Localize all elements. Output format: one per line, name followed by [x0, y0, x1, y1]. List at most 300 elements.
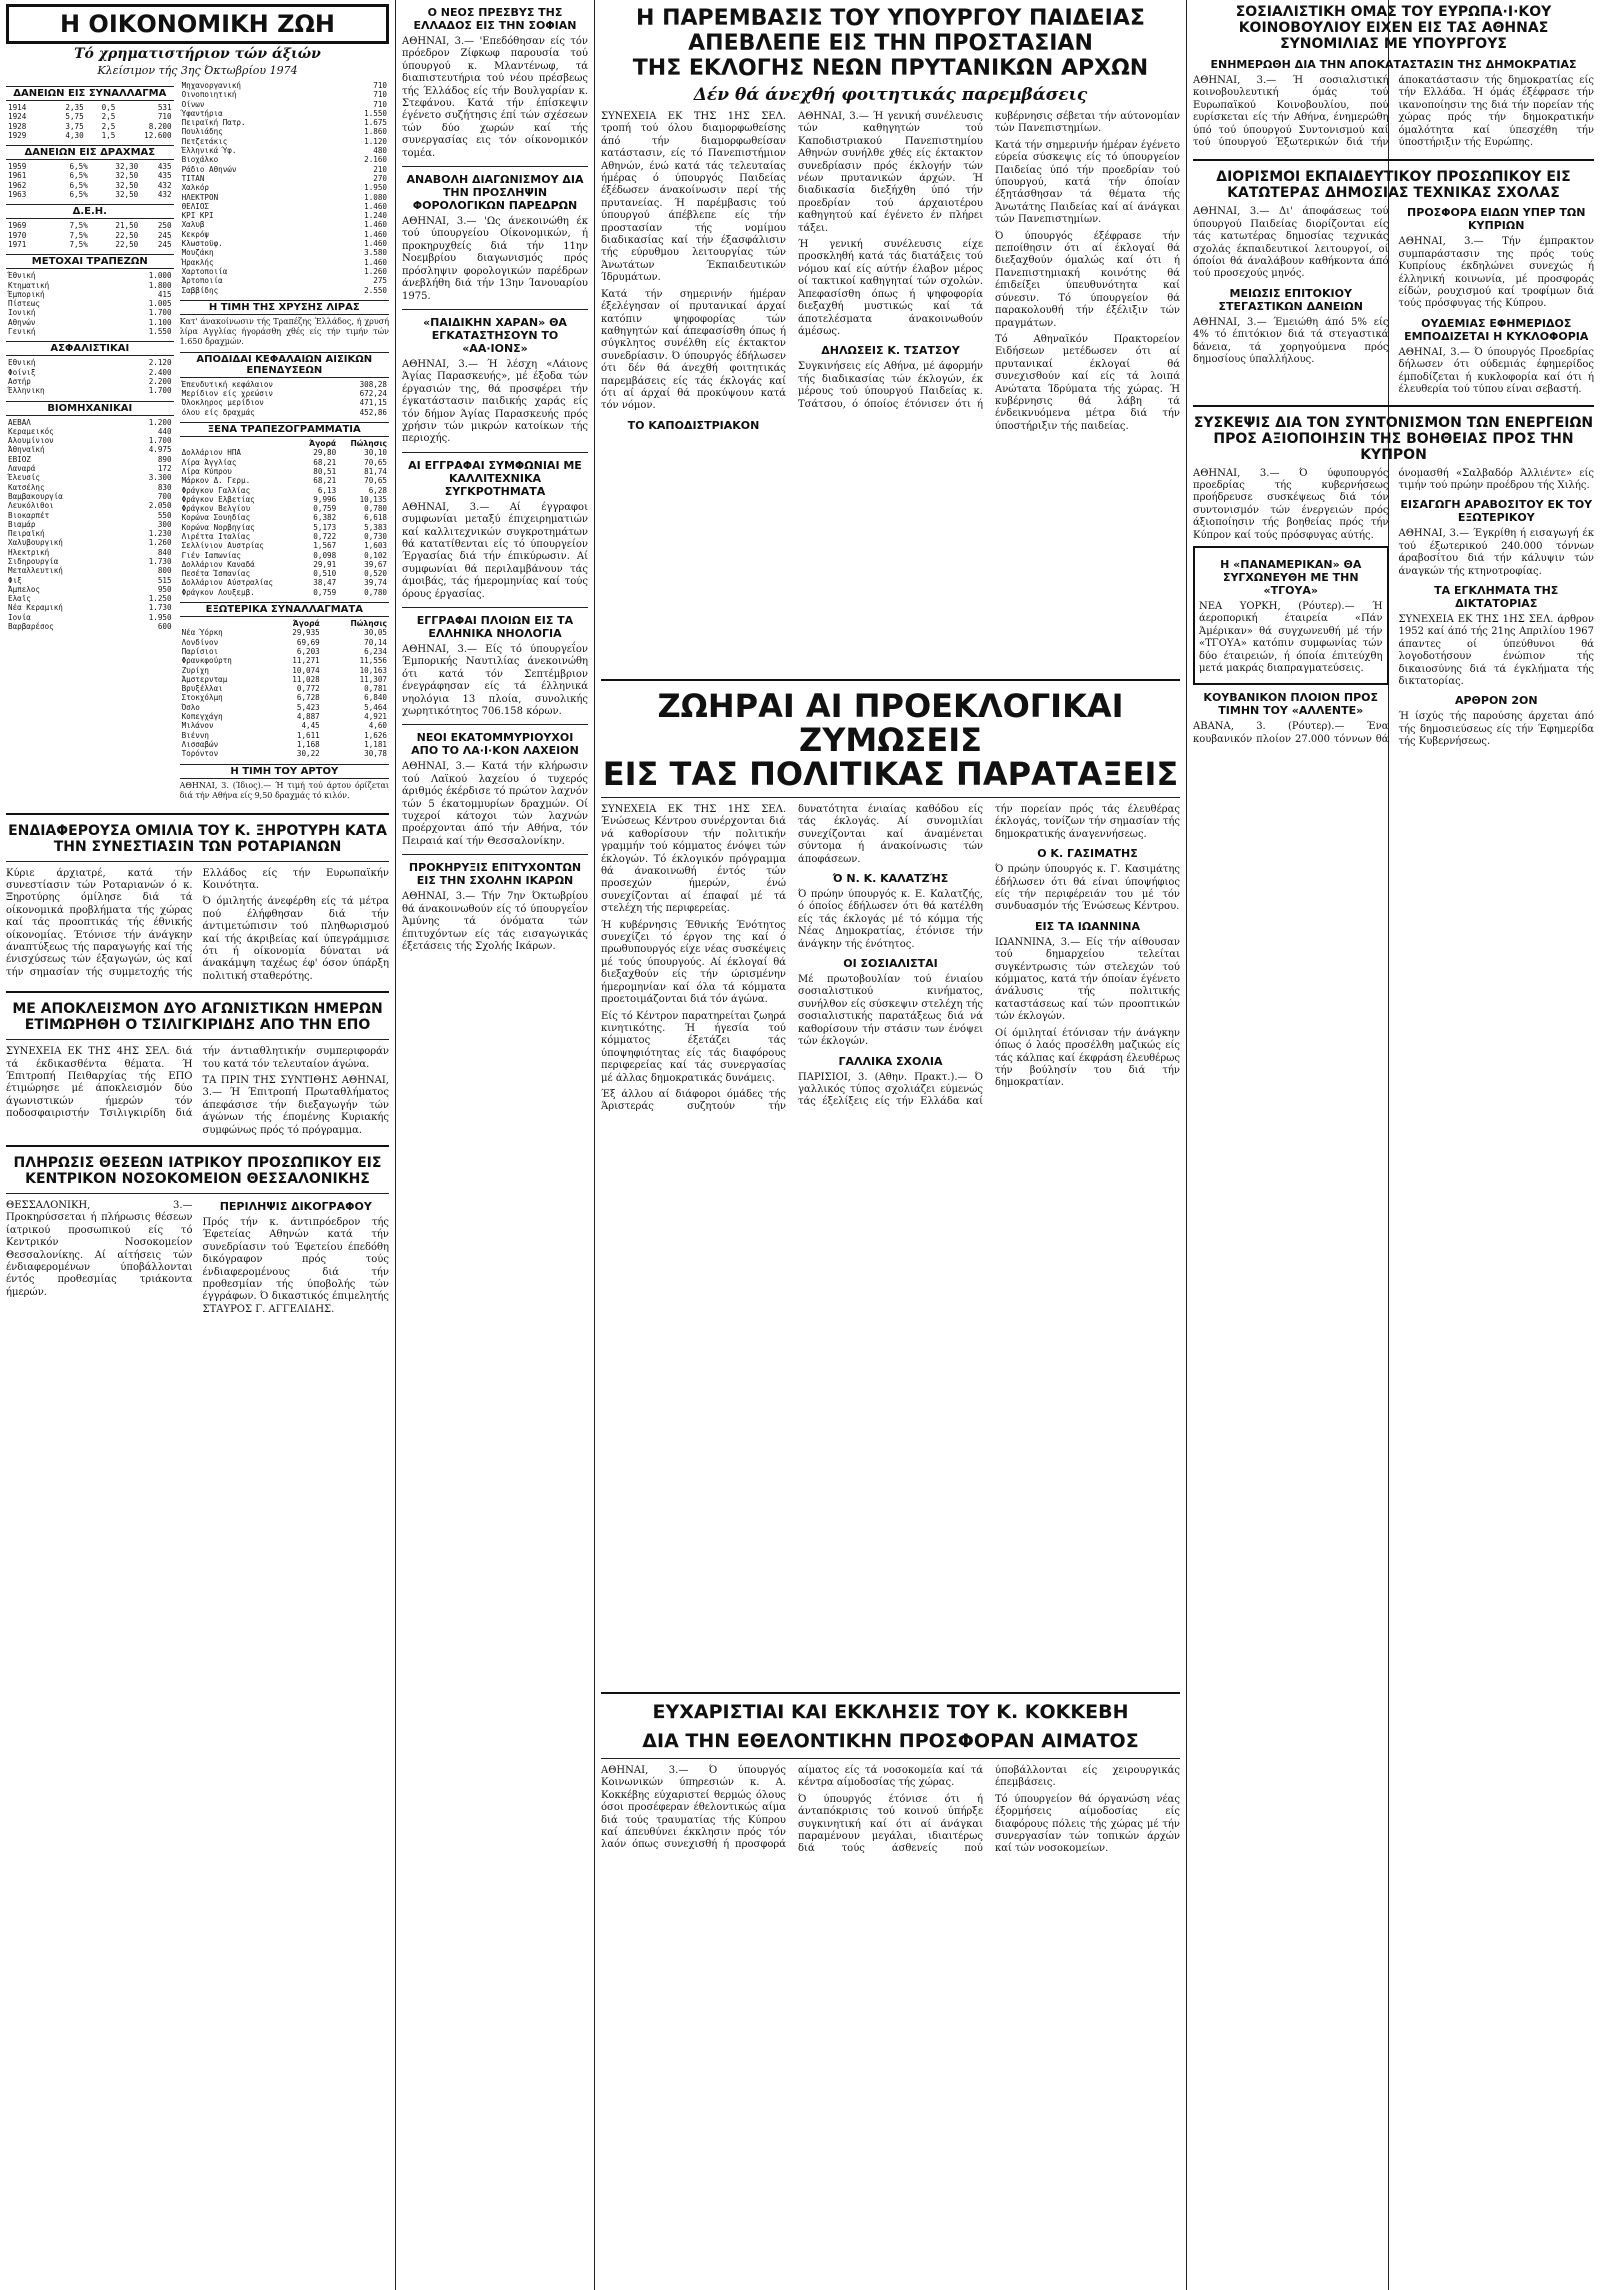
elections-subhead: ΟΙ ΣΟΣΙΑΛΙΣΤΑΙ: [843, 957, 938, 971]
fx-row-cell: 0,759: [313, 587, 337, 597]
elections-headline: ΖΩΗΡΑΙ ΑΙ ΠΡΟΕΚΛΟΓΙΚΑΙ ΖΥΜΩΣΕΙΣ: [657, 687, 1124, 759]
bond-row-cell: 1,5: [101, 130, 116, 140]
stock-row-cell: Χαλκόρ: [181, 183, 209, 193]
industrial-row: [6, 520, 174, 529]
industrial-row: [6, 445, 174, 454]
elections-text: ΙΩΑΝΝΙΝΑ, 3.— Είς τήν αίθουσαν τού δημαρχείου τελείται συγκέντρωσις τών στελεχών τού κόμματος, κατά τήν όποίαν έγένετο άνάλυσις τής πολιτικής καταστάσεως καί τών προοπτικών τών έκλογών.: [995, 936, 1180, 1023]
elections-text: Ή κυβέρνησις Έθνικής Ένότητος συνεχίζει τό έργον της καί ό πρωθυπουργός είχε νέας συσκέψεις μέ τούς ύπουργούς. Αί έκλογαί θά διεξαχθούν είς τήν ώρισμένην ήμερομηνίαν καί όλα τά κόμματα προετοιμάζονται διά τόν άγώνα.: [601, 919, 786, 1006]
stock-row-cell: 1.460: [364, 201, 387, 211]
fx-row-cell: 1,603: [364, 541, 387, 551]
fx-row-cell: 10,135: [359, 494, 387, 504]
stocks-table: [180, 81, 389, 295]
hospital-article: [6, 1200, 389, 1316]
elections-text: Οί όμιληταί έτόνισαν τήν άνάγκην όπως ό λαός προσέλθη μαζικώς είς τάς κάλπας καί έκφράση έλευθέρως τήν βούλησίν του διά τήν δημοκρατίαν.: [995, 1027, 1180, 1089]
fx-row: [180, 495, 389, 504]
lead-text: Κατά τήν σημερινήν ήμέραν έγένετο εύρεία σύσκεψις είς τό ύπουργείον Παιδείας ύπό τήν προεδρίαν τού ύπουργού, κατά τήν όποίαν έξητάσθησαν τά θέματα τής Άνωτάτης Παιδείας καί αί άνάγκαι τών Πανεπιστημίων.: [995, 139, 1180, 226]
industrial-row-cell: 1.260: [148, 538, 172, 548]
stock-row-cell: Πετζετάκις: [181, 136, 228, 146]
article-headline: ΝΕΟΙ ΕΚΑΤΟΜΜΥΡΙΟΥΧΟΙ ΑΠΟ ΤΟ ΛΑ·Ι·ΚΟΝ ΛΑΧΕΙΟΝ: [411, 731, 579, 758]
drachma-row-cell: 6,5%: [69, 190, 88, 200]
fx-title: ΞΕΝΑ ΤΡΑΠΕΖΟΓΡΑΜΜΑΤΙΑ: [180, 422, 389, 437]
socialist-article: [1193, 75, 1594, 151]
industrial-row: [6, 483, 174, 492]
stock-row-cell: 270: [373, 173, 387, 183]
foreign-row: [180, 656, 389, 665]
bank-row: [6, 327, 174, 336]
foreign-row-cell: Όσλο: [181, 702, 200, 712]
article-text: ΑΘΗΝΑΙ, 3.— Κατά τήν κλήρωσιν τού Λαϊκού λαχείου ό τυχερός άριθμός έκέρδισε τό πρώτον λαχνόν τών 5 έκατομμυρίων δραχμών. Οί τυχεροί κάτοχοι τών λαχνών προέρχονται άπό τήν Αθήνα, τόν Πειραιά καί τήν Θεσσαλονίκην.: [402, 761, 588, 847]
article-text: ΑΘΗΝΑΙ, 3.— Είς τό ύπουργεΐον Έμπορικής Ναυτιλίας άνεκοινώθη ότι κατά τόν Σεπτέμβριον ένεγράφησαν είς τά έλληνικά νηολόγια 13 πλοία, συνολικής χωρητικότητος 706.158 κόρων.: [402, 644, 588, 718]
fx-row-cell: 80,51: [313, 466, 337, 476]
capital-row: [180, 408, 389, 417]
foreign-row-cell: 11,307: [359, 674, 387, 684]
capital-row-cell: Μερίδιον είς χρεώσιν: [181, 389, 273, 399]
foreign-row: [180, 749, 389, 758]
bond-row-cell: 4,30: [65, 130, 84, 140]
divider: [6, 1193, 389, 1194]
industrial-row-cell: Βαρβαρέσος: [8, 622, 54, 632]
article-headline: Η «ΠΑΝΑΜΕΡΙΚΑΝ» ΘΑ ΣΥΓΧΩΝΕΥΘΗ ΜΕ ΤΗΝ «ΤΓΟΥΑ»: [1220, 557, 1362, 597]
fx-row: [180, 523, 389, 532]
bank-row: [6, 271, 174, 280]
industrial-row-cell: 172: [157, 464, 172, 474]
fx-row: [180, 486, 389, 495]
fx-row: [180, 551, 389, 560]
bank-row: [6, 281, 174, 290]
foreign-row-cell: 30,78: [364, 749, 387, 759]
fx-row-cell: 68,21: [313, 457, 337, 467]
bond-row-cell: 2,5: [101, 112, 116, 122]
industrial-row: [6, 613, 174, 622]
elections-subhead: ΓΑΛΛΙΚΑ ΣΧΟΛΙΑ: [838, 1054, 943, 1068]
stock-row: [180, 109, 389, 118]
deh-row-cell: 7,5%: [69, 239, 88, 249]
drachma-row-cell: 1962: [8, 180, 27, 190]
divider: [6, 1039, 389, 1040]
foreign-row-cell: 69,69: [296, 637, 320, 647]
right-column: [1187, 0, 1600, 2290]
elections-headline: ΕΙΣ ΤΑΣ ΠΟΛΙΤΙΚΑΣ ΠΑΡΑΤΑΞΕΙΣ: [602, 755, 1179, 793]
fx-row-cell: 5,173: [313, 522, 337, 532]
lead-headline: Η ΠΑΡΕΜΒΑΣΙΣ ΤΟΥ ΥΠΟΥΡΓΟΥ ΠΑΙΔΕΙΑΣ: [636, 6, 1145, 31]
article-text: ΝΕΑ ΥΟΡΚΗ, (Ρόυτερ).— Ή άεροπορική έταιρεία «Πάν Άμέρικαν» θά συγχωνευθή μέ τήν «ΤΓΟΥΑ» κατόπιν συμφωνίας τών δύο έταιρειών, ή όποία έπιτεύχθη μετά μακράς διαπραγματεύσεις.: [1199, 600, 1383, 674]
stock-row: [180, 230, 389, 239]
divider: [601, 1692, 1180, 1694]
fx-row: [180, 588, 389, 597]
article-text: ΑΘΗΝΑΙ, 3.— 'Ως άνεκοινώθη έκ τού ύπουργείου Οίκονομικών, ή προκηρυχθείς διά τήν 11ην Νοεμβρίου διαγωνισμός πρός πρόσληψιν φορολογικών παρέδρων άνεβλήθη διά τήν 13ην Ίανουαρίου 1975.: [402, 216, 588, 302]
foreign-row-cell: Βιέννη: [181, 730, 209, 740]
rotary-headline: ΕΝΔΙΑΦΕΡΟΥΣΑ ΟΜΙΛΙΑ ΤΟΥ Κ. ΞΗΡΟΤΥΡΗ ΚΑΤΑ ΤΗΝ ΣΥΝΕΣΤΙΑΣΙΝ ΤΩΝ ΡΟΤΑΡΙΑΝΩΝ: [8, 822, 387, 855]
lead-subhead: ΔΗΛΩΣΕΙΣ Κ. ΤΣΑΤΣΟΥ: [821, 344, 960, 358]
lead-subheadline: Δέν θά άνεχθή φοιτητικάς παρεμβάσεις: [693, 85, 1088, 105]
stock-row-cell: Πειραϊκή Πατρ.: [181, 118, 246, 128]
stock-row-cell: 2.160: [364, 155, 387, 165]
bond-row-cell: 3,75: [65, 121, 84, 131]
foreign-row: [180, 647, 389, 656]
foreign-row-cell: Τορόντον: [181, 749, 219, 759]
insurance-table: [6, 358, 174, 395]
industrial-row-cell: 800: [157, 566, 172, 576]
bond-row: [6, 131, 174, 140]
industrial-row-cell: Χαλυβουργική: [8, 538, 63, 548]
elections-article: [601, 804, 1180, 1684]
industrial-row-cell: Νέα Κεραμική: [8, 603, 63, 613]
fx-row-cell: 6,13: [317, 485, 337, 495]
foreign-row: [180, 628, 389, 637]
industrial-row-cell: 1.730: [148, 556, 172, 566]
industrial-row-cell: 950: [157, 584, 172, 594]
foreign-row-cell: 11,028: [292, 674, 320, 684]
industrial-row-cell: Ελαϊς: [8, 594, 31, 604]
summons-text: Πρός τήν κ. άντιπρόεδρον τής Έφετείας Αθηνών κατά τήν συνεδρίασιν τού Έφετείου έπεδόθη δικόγραφον πρός τούς ένδιαφερομένους διά τήν προθεσμίαν τής ύποβολής τών έγγράφων. Ό δικαστικός έπιμελητής ΣΤΑΥΡΟΣ Γ. ΑΓΓΕΛΙΔΗΣ.: [202, 1217, 389, 1315]
industrial-row-cell: Άμπελος: [8, 584, 41, 594]
industrial-row-cell: Ιονία: [8, 612, 31, 622]
lead-text: Ό ύπουργός έξέφρασε τήν πεποίθησιν ότι αί έκλογαί θά διεξαχθούν όμαλώς καί ότι ή Πανεπιστημιακή κοινότης θά έπιδείξει ύπευθυνότητα καί σύνεσιν. Τό ύπουργείον θά παρακολουθή τήν έξέλιξιν τών πραγμάτων.: [995, 230, 1180, 329]
article-subhead: ΑΡΘΡΟΝ 2ΟΝ: [1454, 694, 1538, 708]
industrial-row-cell: 840: [157, 547, 172, 557]
industrial-row: [6, 501, 174, 510]
foreign-row-cell: 0,781: [364, 684, 387, 694]
divider: [6, 1145, 389, 1147]
foreign-row-cell: Φρανκφούρτη: [181, 656, 232, 666]
article-headline: ΑΝΑΒΟΛΗ ΔΙΑΓΩΝΙΣΜΟΥ ΔΙΑ ΤΗΝ ΠΡΟΣΛΗΨΙΝ ΦΟΡΟΛΟΓΙΚΩΝ ΠΑΡΕΔΡΩΝ: [406, 173, 584, 213]
bond-row-cell: 1929: [8, 130, 27, 140]
drachma-row-cell: 32,30: [115, 162, 139, 172]
divider: [6, 991, 389, 993]
fx-row-cell: Μάρκον Δ. Γερμ.: [181, 476, 251, 486]
bond-row-cell: 1924: [8, 112, 27, 122]
elections-subhead: Ό Ν. Κ. ΚΑΛΑΤΖΉΣ: [832, 872, 949, 886]
stock-row-cell: 3.580: [364, 248, 387, 258]
deh-title: Δ.Ε.Η.: [6, 204, 174, 219]
blood-headline: ΔΙΑ ΤΗΝ ΕΘΕΛΟΝΤΙΚΗΝ ΠΡΟΣΦΟΡΑΝ ΑΙΜΑΤΟΣ: [642, 1730, 1139, 1752]
foreign-row-cell: Κοπεγχάγη: [181, 712, 223, 722]
stock-row: [180, 90, 389, 99]
deh-row: [6, 231, 174, 240]
stock-row-cell: 1.120: [364, 136, 387, 146]
fx-row-cell: Φράγκον Γαλλίας: [181, 485, 251, 495]
industrial-row: [6, 455, 174, 464]
industrial-row: [6, 538, 174, 547]
stock-row: [180, 100, 389, 109]
blood-text: Τό ύπουργείον θά όργανώση νέας έξορμήσεις αίμοδοσίας είς διαφόρους πόλεις τής χώρας μέ τήν συνεργασίαν τών τοπικών άρχών καί τών νοσοκομείων.: [995, 1793, 1180, 1855]
blood-headline: ΕΥΧΑΡΙΣΤΙΑΙ ΚΑΙ ΕΚΚΛΗΣΙΣ ΤΟΥ Κ. ΚΟΚΚΕΒΗ: [652, 1701, 1129, 1723]
stock-row: [180, 276, 389, 285]
industrial-row-cell: Αλουμίνιον: [8, 436, 54, 446]
fx-row-cell: 0,780: [364, 587, 387, 597]
article-headline: ΜΕΙΩΣΙΣ ΕΠΙΤΟΚΙΟΥ ΣΤΕΓΑΣΤΙΚΩΝ ΔΑΝΕΙΩΝ: [1218, 286, 1363, 313]
bank-row-cell: 415: [157, 289, 172, 299]
article-text: ΑΘΗΝΑΙ, 3.— Ό ύπουργός Προεδρίας δήλωσεν ότι ούδεμιάς έφημερίδος έμποδίζεται ή κυκλοφορία καί ότι ή έλευθερία τού τύπου είναι σεβαστή.: [1398, 346, 1594, 396]
fx-row-cell: Κορώνα Νορβηγίας: [181, 522, 255, 532]
foreign-row: [180, 740, 389, 749]
fx-row: [180, 458, 389, 467]
insurance-row-cell: 2.120: [148, 358, 172, 368]
fx-row-cell: 68,21: [313, 476, 337, 486]
fx-row-cell: Δολλάριον ΗΠΑ: [181, 448, 241, 458]
industrial-row-cell: 1.730: [148, 603, 172, 613]
bonds-title: ΔΑΝΕΙΩΝ ΕΙΣ ΣΥΝΑΛΛΑΓΜΑ: [6, 86, 174, 101]
fx-row-cell: 29,91: [313, 559, 337, 569]
bank-row-cell: Έμπορική: [8, 289, 45, 299]
fx-row-cell: 0,102: [364, 550, 387, 560]
bond-row-cell: 8.200: [148, 121, 172, 131]
stock-row-cell: Ύφαντήρια: [181, 108, 223, 118]
foreign-row: [180, 721, 389, 730]
fx-row-cell: 0,730: [364, 531, 387, 541]
elections-text: ΠΑΡΙΣΙΟΙ, 3. (Αθην. Πρακτ.).— Ό γαλλικός τύπος σχολιάζει εύμενώς τάς έξελίξεις είς τήν Ελλάδα καί τήν πορείαν πρός τάς έλευθέρας έκλογάς, τονίζων τήν σημασίαν τής δημοκρατικής άναγεννήσεως.: [798, 804, 1180, 1108]
stock-row: [180, 165, 389, 174]
fx-row-cell: 0,520: [364, 569, 387, 579]
article-headline: ΚΟΥΒΑΝΙΚΟΝ ΠΛΟΙΟΝ ΠΡΟΣ ΤΙΜΗΝ ΤΟΥ «ΑΛΛΕΝΤΕ»: [1203, 691, 1379, 718]
fx-row-cell: Φράγκον Βελγίου: [181, 504, 251, 514]
foreign-row-cell: 1,611: [296, 730, 320, 740]
insurance-row: [6, 377, 174, 386]
insurance-row-cell: 2.400: [148, 367, 172, 377]
market-left-block: [6, 81, 174, 805]
stock-row-cell: Οινοποιητική: [181, 90, 237, 100]
foreign-row-cell: Ζυρίχη: [181, 665, 209, 675]
lead-text: ΑΘΗΝΑΙ, 3.— Ή γενική συνέλευσις τών καθηγητών τού Καποδιστριακού Πανεπιστημίου Αθηνών συνήλθε χθές είς έκτακτον συνεδρίασιν πρός έκλογήν τών νέων πρυτανικών άρχών. Ή διαδικασία διεξήχθη ύπό τήν προεδρίαν τού άρχαιοτέρου καθηγητού καί έγένετο έν πλήρει τάξει.: [798, 111, 983, 234]
capital-row: [180, 398, 389, 407]
fx-row-cell: 6,382: [313, 513, 337, 523]
capital-row-cell: όλου είς δραχμάς: [181, 407, 255, 417]
deh-row-cell: 21,50: [115, 221, 139, 231]
stock-row: [180, 137, 389, 146]
capital-title: ΑΠΟΔΙΔΑΙ ΚΕΦΑΛΑΙΩΝ ΑΙΣΙΚΩΝ ΕΠΕΝΔΥΣΕΩΝ: [180, 352, 389, 378]
industrial-row-cell: Πειραϊκή: [8, 529, 45, 539]
stock-row-cell: ΘΕΛΙΟΣ: [181, 201, 209, 211]
foreign-row-cell: 1,181: [364, 739, 387, 749]
stock-row: [180, 118, 389, 127]
stock-row-cell: Άρτοποιία: [181, 276, 223, 286]
industrial-row-cell: 515: [157, 575, 172, 585]
bank-row: [6, 308, 174, 317]
socialist-text: ΑΘΗΝΑΙ, 3.— Ή σοσιαλιστική κοινοβουλευτική όμάς τού Ευρωπαϊκού Κοινοβουλίου, πού ευρίσκεται είς τήν Αθήνα, ένημερώθη ύπό τού ύπουργού Συντονισμού καί τού ύπουργού Έξωτερικών διά τήν άποκατάστασιν τής δημοκρατίας είς τήν Ελλάδα. Ή όμάς έξέφρασε τήν ικανοποίησιν της διά τήν πορείαν τής χώρας πρός τήν δημοκρατικήν όμαλότητα καί ύπεσχέθη τήν ύποστήριξιν τής Ευρώπης.: [1193, 75, 1594, 149]
foreign-row-cell: Λισσαβών: [181, 739, 219, 749]
industrial-row: [6, 576, 174, 585]
industrial-row-cell: 600: [157, 622, 172, 632]
industrial-row: [6, 566, 174, 575]
stock-row-cell: 710: [373, 90, 387, 100]
divider: [402, 724, 588, 725]
stock-row: [180, 248, 389, 257]
section-masthead: Η ΟΙΚΟΝΟΜΙΚΗ ΖΩΗ: [6, 4, 389, 44]
bank-row-cell: Ιονική: [8, 308, 36, 318]
stock-row: [180, 81, 389, 90]
drachma-row-cell: 432: [157, 180, 172, 190]
foreign-row-cell: 0,772: [296, 684, 320, 694]
bread-title: Η ΤΙΜΗ ΤΟΥ ΑΡΤΟΥ: [180, 764, 389, 779]
bank-row: [6, 299, 174, 308]
divider: [402, 166, 588, 167]
industrial-row-cell: 1.230: [148, 529, 172, 539]
blood-text: Ό ύπουργός έτόνισε ότι ή άνταπόκρισις τού κοινού ύπήρξε συγκινητική καί ότι αί άνάγκαι παραμένουν μεγάλαι, ιδιαιτέρως διά τούς άσθενείς πού ύποβάλλονται είς χειρουργικάς έπεμβάσεις.: [798, 1765, 1180, 1855]
foreign-row-cell: 1,626: [364, 730, 387, 740]
industrial-row-cell: 300: [157, 519, 172, 529]
article-headline: ΟΥΔΕΜΙΑΣ ΕΦΗΜΕΡΙΔΟΣ ΕΜΠΟΔΙΖΕΤΑΙ Η ΚΥΚΛΟΦΟΡΙΑ: [1404, 316, 1589, 343]
briefs-column: [396, 0, 594, 2290]
foreign-title: ΕΞΩΤΕΡΙΚΑ ΣΥΝΑΛΛΑΓΜΑΤΑ: [180, 602, 389, 617]
rotary-article: [6, 868, 389, 984]
stock-row-cell: 710: [373, 99, 387, 109]
industrial-row-cell: Λαναρά: [8, 464, 36, 474]
stock-row: [180, 183, 389, 192]
divider: [402, 452, 588, 453]
article-headline: Ο ΝΕΟΣ ΠΡΕΣΒΥΣ ΤΗΣ ΕΛΛΑΔΟΣ ΕΙΣ ΤΗΝ ΣΟΦΙΑΝ: [413, 6, 577, 32]
fx-row: [180, 513, 389, 522]
stock-row: [180, 258, 389, 267]
elections-text: Μέ πρωτοβουλίαν τού ένιαίου σοσιαλιστικού κινήματος, συνήλθον είς σύσκεψιν στελέχη τής σοσιαλιστικής παρατάξεως διά νά καθορίσουν τήν στάσιν των ένόψει τών έκλογών.: [798, 974, 983, 1048]
cyprus-aid-text: ΑΘΗΝΑΙ, 3.— Ό ύφυπουργός προεδρίας τής κυβερνήσεως προήδρευσε συσκέψεως διά τόν συντονισμόν τών ένεργειών πρός άξιοποίησιν τής βοηθείας πρός τήν Κύπρον καί τούς πρόσφυγας αύτής.: [1193, 467, 1389, 541]
foreign-row-cell: 6,234: [364, 646, 387, 656]
industrial-row: [6, 473, 174, 482]
bank-row-cell: 1.005: [148, 299, 172, 309]
foreign-row-cell: 30,05: [364, 628, 387, 638]
rotary-text: Ό όμιλητής άνεφέρθη είς τά μέτρα πού έλήφθησαν διά τήν άντιμετώπισιν τού πληθωρισμού καί τής άκριβείας καί ύπεγράμμισε ότι ή οίκονομία δύναται νά άνακάμψη ταχέως έφ' όσον ύπάρξη πολιτική σταθερότης.: [202, 896, 389, 982]
elections-subhead: ΕΙΣ ΤΑ ΙΩΑΝΝΙΝΑ: [1035, 919, 1140, 933]
bond-row: [6, 122, 174, 131]
drachma-table: [6, 162, 174, 199]
fx-row-cell: 6,618: [364, 513, 387, 523]
industrial-row-cell: 830: [157, 482, 172, 492]
fx-row-cell: 38,47: [313, 578, 337, 588]
industrial-row: [6, 548, 174, 557]
fx-row-cell: 6,28: [368, 485, 387, 495]
article-headline: ΕΙΣΑΓΩΓΗ ΑΡΑΒΟΣΙΤΟΥ ΕΚ ΤΟΥ ΕΞΩΤΕΡΙΚΟΥ: [1400, 498, 1593, 525]
divider: [6, 813, 389, 815]
foreign-row: [180, 638, 389, 647]
stock-row-cell: Ήρακλής: [181, 257, 214, 267]
panam-box: [1193, 546, 1389, 685]
fx-row-cell: 39,67: [364, 559, 387, 569]
lead-subhead: ΤΟ ΚΑΠΟΔΙΣΤΡΙΑΚΟΝ: [627, 418, 760, 432]
stock-row-cell: Χαρτοποιία: [181, 266, 228, 276]
fx-row-cell: 0,759: [313, 504, 337, 514]
fx-row: [180, 504, 389, 513]
divider: [402, 854, 588, 855]
table-header: Άγορά: [309, 439, 337, 449]
fx-row-cell: 0,098: [313, 550, 337, 560]
fx-row-cell: Πεσέτα Ίσπανίας: [181, 569, 251, 579]
stock-row-cell: 2.550: [364, 285, 387, 295]
bond-row-cell: 5,75: [65, 112, 84, 122]
industrial-row: [6, 585, 174, 594]
deh-row-cell: 22,50: [115, 239, 139, 249]
stock-row: [180, 155, 389, 164]
stock-row-cell: 1.460: [364, 239, 387, 249]
elections-text: ΣΥΝΕΧΕΙΑ ΕΚ ΤΗΣ 1ΗΣ ΣΕΛ. Ένώσεως Κέντρου συνέρχονται διά νά καθορίσουν τήν πολιτικήν γραμμήν τού κόμματος ένόψει τών έκλογών. Τό έκλογικόν πρόγραμμα θά άνακοινωθή έντός τών προσεχών ήμερών, ένώ συνεχίζονται αί έπαφαί μέ τά στελέχη τής περιφερείας.: [601, 804, 786, 915]
insurance-row: [6, 386, 174, 395]
foreign-row-cell: Λονδίνον: [181, 637, 219, 647]
stock-row: [180, 193, 389, 202]
industrial-row-cell: Έλευσίς: [8, 473, 41, 483]
bond-row-cell: 12.600: [144, 130, 172, 140]
elections-text: Είς τό Κέντρον παρατηρείται ζωηρά κινητικότης. Ή ήγεσία τού κόμματος έξετάζει τάς ύποψηφιότητας είς τάς διαφόρους περιφερείας καί τάς συνεργασίας μέ άλλας δημοκρατικάς δυνάμεις.: [601, 1010, 786, 1084]
industrial-row-cell: Λευκόλιθοι: [8, 501, 54, 511]
bond-row-cell: 2,5: [101, 121, 116, 131]
bank-row: [6, 290, 174, 299]
stock-row-cell: Βιοχάλκο: [181, 155, 219, 165]
drachma-row-cell: 1963: [8, 190, 27, 200]
gold-text: Κατ' άνακοίνωσιν τής Τραπέζης Έλλάδος, ή χρυσή λίρα Αγγλίας ήγοράσθη χθές είς τήν τιμήν τών 1.650 δραχμών.: [179, 316, 389, 346]
divider: [601, 797, 1180, 798]
football-text: ΣΥΝΕΧΕΙΑ ΕΚ ΤΗΣ 4ΗΣ ΣΕΛ. διά τά έκδικασθέντα θέματα. Ή Έπιτροπή Πειθαρχίας τής ΕΠΟ έτιμώρησε μέ άποκλεισμόν δύο άγωνιστικών ήμερών τόν ποδοσφαιριστήν Τσιλιγκιρίδη διά τήν άντιαθλητικήν συμπεριφοράν του κατά τόν τελευταίον άγώνα.: [6, 1046, 389, 1120]
socialist-subheadline: ΕΝΗΜΕΡΩΘΗ ΔΙΑ ΤΗΝ ΑΠΟΚΑΤΑΣΤΑΣΙΝ ΤΗΣ ΔΗΜΟΚΡΑΤΙΑΣ: [1210, 58, 1577, 71]
foreign-row-cell: Νέα Ύόρκη: [181, 628, 223, 638]
bank-row-cell: Κτηματική: [8, 280, 50, 290]
stock-row-cell: Κλωστοϋφ.: [181, 239, 223, 249]
foreign-row-cell: 11,271: [292, 656, 320, 666]
article-text: ΑΘΗΝΑΙ, 3.— Τήν έμπρακτον συμπαράστασιν της πρός τούς Κυπρίους έκδηλώνει συνεχώς ή έλληνική κοινωνία, μέ προσφοράς είδών, ρουχισμού καί τροφίμων διά τούς πρόσφυγας τής Κύπρου.: [1398, 236, 1594, 310]
article-text: ΑΘΗΝΑΙ, 3.— Αί έγγραφοι συμφωνίαι μεταξύ έπιχειρηματιών καί καλλιτεχνικών συγκροτημάτων θά κατατίθενται είς τό ύπουργείον Έργασίας διά τήν έπικύρωσιν. Αί συμφωνίαι θά περιλαμβάνουν τάς άμοιβάς, τάς ήμερομηνίας καί τούς όρους έργασίας.: [402, 501, 588, 600]
stock-row-cell: Σαββίδης: [181, 285, 219, 295]
stock-row-cell: 210: [373, 164, 387, 174]
fx-row: [180, 448, 389, 457]
article-text: ΑΘΗΝΑΙ, 3.— Ή λέσχη «Λάιονς Άγίας Παρασκευής», μέ έξοδα τών έργασιών της, θά προσφέρει τήν έγκατάστασιν παιδικής χαράς είς τόν δήμον Άγίας Παρασκευής πρός χρήσιν τών μικρών κατοίκων τής περιοχής.: [402, 358, 588, 445]
stock-row: [180, 211, 389, 220]
industrial-row: [6, 622, 174, 631]
drachma-row-cell: 435: [157, 162, 172, 172]
industrial-row-cell: Κεραμεικός: [8, 426, 54, 436]
foreign-row-cell: 30,22: [296, 749, 320, 759]
fx-row-cell: Γιέν Ιαπωνίας: [181, 550, 241, 560]
bond-row: [6, 112, 174, 121]
hospital-text: ΘΕΣΣΑΛΟΝΙΚΗ, 3.— Προκηρύσσεται ή πλήρωσις θέσεων ίατρικού προσωπικού είς τό Κεντρικόν Νοσοκομείον Θεσσαλονίκης. Αί αίτήσεις τών ένδιαφερομένων ύποβάλλονται έντός προθεσμίας τριάκοντα ήμερών.: [6, 1200, 193, 1298]
lead-text: Τό Αθηναϊκόν Πρακτορείον Ειδήσεων μετέδωσεν ότι αί πρυτανικαί έκλογαί θά συνεχισθούν καί είς τά λοιπά Ανώτατα Ίδρύματα τής χώρας. Ή κυβέρνησις θά λάβη τά ένδεικνυόμενα μέτρα διά τήν ύποστήριξιν τής παιδείας.: [995, 333, 1180, 432]
drachma-row: [6, 162, 174, 171]
fx-row-cell: 29,80: [313, 448, 337, 458]
industrial-row-cell: Μεταλλευτική: [8, 566, 63, 576]
stock-row: [180, 267, 389, 276]
drachma-row-cell: 6,5%: [69, 180, 88, 190]
bank-row-cell: Πίστεως: [8, 299, 41, 309]
article-text: ΑΘΗΝΑΙ, 3.— Έγκρίθη ή εισαγωγή έκ τού έξωτερικού 240.000 τόννων άραβοσίτου διά τήν κάλυψιν τών άναγκών τής κτηνοτροφίας.: [1398, 528, 1594, 577]
drachma-row: [6, 181, 174, 190]
stock-row-cell: ΚΡΙ ΚΡΙ: [181, 211, 214, 221]
deh-row-cell: 1971: [8, 239, 27, 249]
stock-row-cell: Ράδιο Αθηνών: [181, 164, 237, 174]
lead-text: ΣΥΝΕΧΕΙΑ ΕΚ ΤΗΣ 1ΗΣ ΣΕΛ. τροπή τού όλου διαμορφωθείσης άπό τήν διαμορφωθείσαν κατάστασιν, είς τό Πανεπιστήμιον Αθηνών, ένώ κατά τάς τελευταίας ήμέρας ό ύπουργός Παιδείας έξέδωσεν άνακοίνωσιν περί τής πρυτανείας. Ή παρέμβασις τού ύπουργού άπέβλεπε είς τήν προστασίαν τής νομίμου διαδικασίας καί τήν έξασφάλισιν τής εύρυθμου λειτουργίας τών Άνωτάτων Έκπαιδευτικών Ίδρυμάτων.: [601, 111, 786, 284]
insurance-row-cell: 1.700: [148, 386, 172, 396]
insurance-row: [6, 358, 174, 367]
lead-text: Κατά τήν σημερινήν ήμέραν έξελέγησαν οί πρυτανικαί άρχαί κατόπιν ψηφοφορίας τών καθηγητών καί άπεφασίσθη όπως ή σύγκλητος συνέλθη είς έκτακτον συνεδρίασιν. Ό ύπουργός έδήλωσεν ότι δέν θά άνεχθή φοιτητικάς παρεμβάσεις είς τάς έκλογάς καί ότι αί άρχαί θά προκύψουν κατά τόν νόμον.: [601, 288, 786, 412]
fx-row-cell: Φράγκον Ελβετίας: [181, 494, 255, 504]
cyprus-aid-headline: ΣΥΣΚΕΨΙΣ ΔΙΑ ΤΟΝ ΣΥΝΤΟΝΙΣΜΟΝ ΤΩΝ ΕΝΕΡΓΕΙΩΝ ΠΡΟΣ ΑΞΙΟΠΟΙΗΣΙΝ ΤΗΣ ΒΟΗΘΕΙΑΣ ΠΡΟΣ ΤΗΝ ΚΥΠΡΟΝ: [1193, 414, 1594, 463]
elections-subhead: Ο Κ. ΓΑΣΙΜΑΤΗΣ: [1037, 847, 1138, 861]
stock-row-cell: 710: [373, 81, 387, 90]
stock-row-cell: 1.860: [364, 127, 387, 137]
deh-row-cell: 7,5%: [69, 221, 88, 231]
foreign-row-cell: 5,464: [364, 702, 387, 712]
bank-row-cell: 1.700: [148, 308, 172, 318]
stock-row-cell: Κεκρόψ: [181, 229, 209, 239]
lead-column: [595, 0, 1186, 2290]
deh-row-cell: 22,50: [115, 230, 139, 240]
drachma-row-cell: 32,50: [115, 190, 139, 200]
insurance-row-cell: Φοίνιξ: [8, 367, 36, 377]
bonds-table: [6, 103, 174, 140]
fx-row-cell: 0,780: [364, 504, 387, 514]
industrial-table: [6, 418, 174, 632]
insurance-title: ΑΣΦΑΛΙΣΤΙΚΑΙ: [6, 341, 174, 356]
foreign-row-cell: 10,163: [359, 665, 387, 675]
fx-row-cell: Λίρα Κύπρου: [181, 466, 232, 476]
foreign-row: [180, 666, 389, 675]
lead-article: [601, 111, 1180, 671]
elections-text: Έξ άλλου αί διάφοροι όμάδες τής Άριστεράς συζητούν τήν δυνατότητα ένιαίας καθόδου είς τάς έκλογάς. Αί συνομιλίαι συνεχίζονται καί άναμένεται σύντομα ή άνακοίνωσις τών άποφάσεων.: [601, 804, 983, 1113]
drachma-row-cell: 6,5%: [69, 171, 88, 181]
